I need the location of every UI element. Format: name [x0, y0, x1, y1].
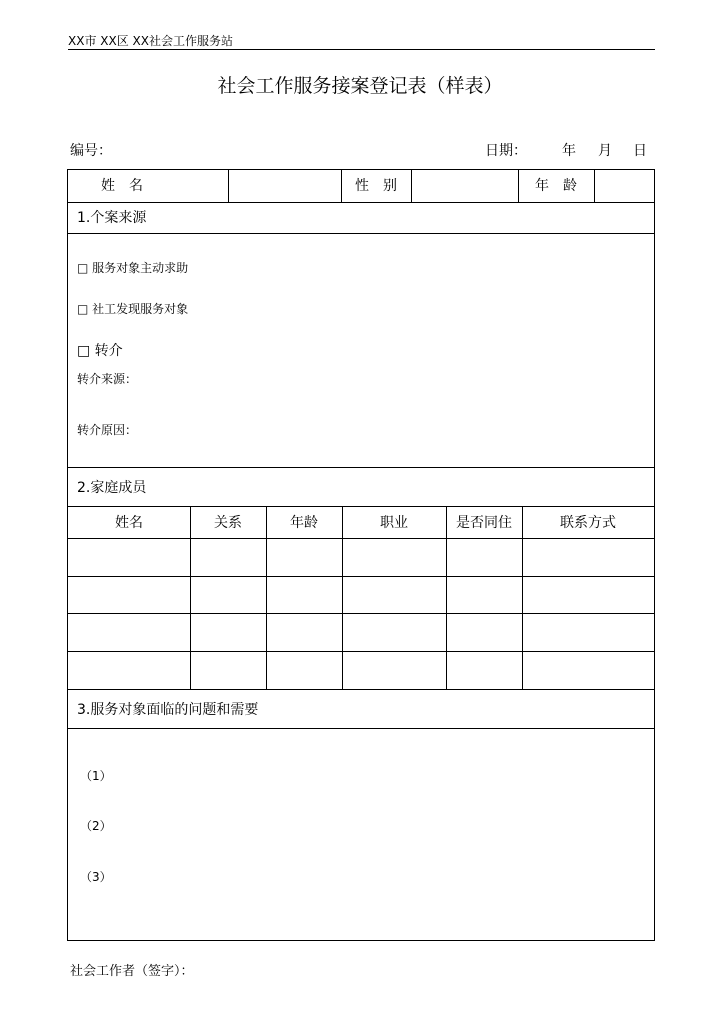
- row-divider: [68, 202, 654, 203]
- source-option[interactable]: □ 转介: [77, 343, 123, 359]
- col-divider: [266, 506, 267, 689]
- section2-title: 2.家庭成员: [77, 480, 147, 496]
- number-label: 编号：: [70, 143, 112, 159]
- col-divider: [594, 170, 595, 202]
- intake-form: [67, 169, 655, 941]
- row-divider: [68, 506, 654, 507]
- row-divider: [68, 651, 654, 652]
- row-divider: [68, 233, 654, 234]
- signature-label: 社会工作者（签字）：: [70, 964, 194, 979]
- col-divider: [190, 506, 191, 689]
- referral-reason-label: 转介原因：: [77, 423, 138, 437]
- referral-source-label: 转介来源：: [77, 372, 138, 386]
- row-divider: [68, 467, 654, 468]
- family-col-header: 联系方式: [560, 515, 616, 531]
- source-option[interactable]: □ 服务对象主动求助: [77, 261, 189, 275]
- gender-label: 性 别: [355, 178, 397, 194]
- col-divider: [446, 506, 447, 689]
- row-divider: [68, 689, 654, 690]
- row-divider: [68, 576, 654, 577]
- date-year: 年: [562, 143, 576, 159]
- section1-title: 1.个案来源: [77, 210, 147, 226]
- row-divider: [68, 613, 654, 614]
- source-option[interactable]: □ 社工发现服务对象: [77, 302, 189, 316]
- family-col-header: 年龄: [290, 515, 318, 531]
- date-month: 月: [598, 143, 612, 159]
- family-col-header: 姓名: [115, 515, 143, 531]
- row-divider: [68, 728, 654, 729]
- col-divider: [228, 170, 229, 202]
- col-divider: [411, 170, 412, 202]
- family-col-header: 关系: [214, 515, 242, 531]
- family-col-header: 是否同住: [456, 515, 512, 531]
- date-day: 日: [633, 143, 647, 159]
- name-label: 姓 名: [101, 178, 143, 194]
- page-title: 社会工作服务接案登记表（样表）: [217, 75, 503, 97]
- header-org: XX市 XX区 XX社会工作服务站: [68, 33, 655, 50]
- need-item: （2）: [80, 819, 112, 833]
- family-col-header: 职业: [380, 515, 408, 531]
- section3-title: 3.服务对象面临的问题和需要: [77, 702, 259, 718]
- col-divider: [522, 506, 523, 689]
- row-divider: [68, 538, 654, 539]
- col-divider: [342, 506, 343, 689]
- need-item: （1）: [80, 769, 112, 783]
- need-item: （3）: [80, 870, 112, 884]
- age-label: 年 龄: [535, 178, 577, 194]
- date-label: 日期：: [485, 143, 527, 159]
